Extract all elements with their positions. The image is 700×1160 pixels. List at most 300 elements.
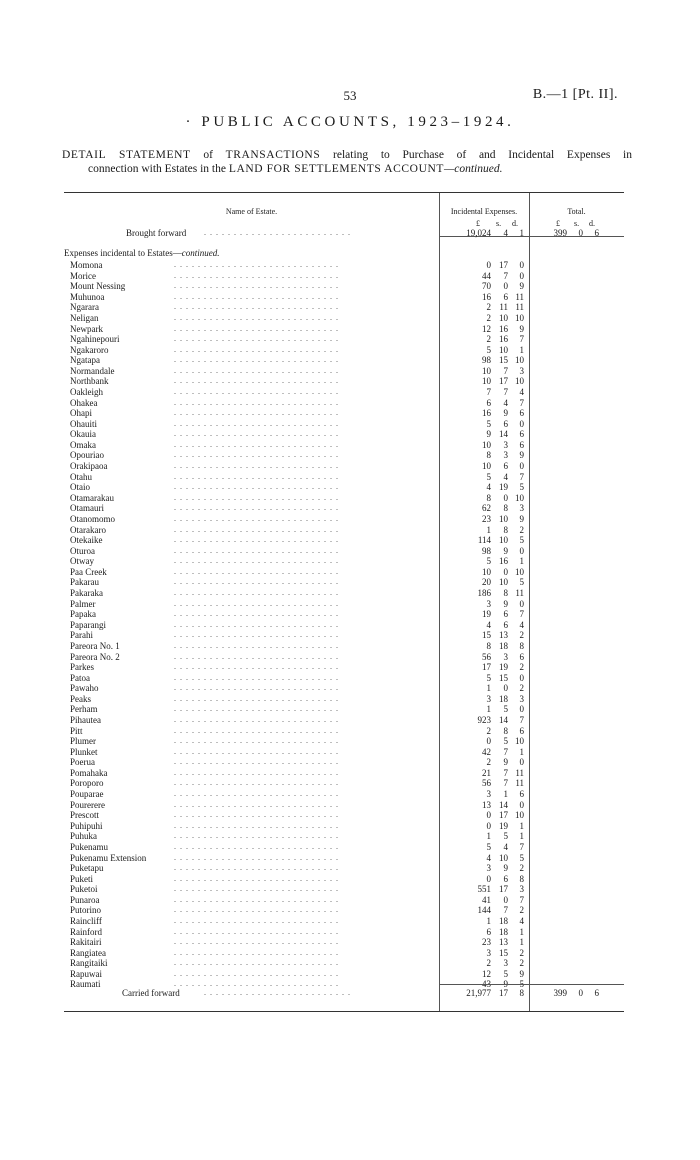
inc-pounds: 0 (486, 736, 491, 747)
leader-dots: . . . . . . . . . . . . . . . . . . . . . . . . . . . . (174, 937, 339, 947)
table-row (64, 662, 624, 673)
inc-shillings: 3 (503, 450, 508, 461)
inc-pence: 1 (519, 344, 524, 355)
inc-shillings: 4 (503, 841, 508, 852)
inc-pence: 9 (519, 281, 524, 292)
estate-name: Rangitaiki (70, 958, 108, 969)
inc-pence: 8 (519, 873, 524, 884)
inc-pence: 0 (519, 799, 524, 810)
inc-shillings: 0 (503, 683, 508, 694)
leader-dots: . . . . . . . . . . . . . . . . . . . . . . . . . . . . (174, 714, 339, 724)
inc-shillings: 10 (499, 577, 508, 588)
inc-shillings: 8 (503, 503, 508, 514)
estate-name: Perham (70, 704, 98, 715)
inc-pounds: 4 (486, 619, 491, 630)
inc-pounds: 4 (486, 482, 491, 493)
statement-heading (62, 148, 632, 176)
bf-inc-pence: 1 (519, 228, 524, 238)
leader-dots: . . . . . . . . . . . . . . . . . . . . . . . . . . . . (174, 492, 339, 502)
inc-pounds: 8 (486, 450, 491, 461)
leader-dots: . . . . . . . . . . . . . . . . . . . . . . . . . . . . (174, 683, 339, 693)
leader-dots: . . . . . . . . . . . . . . . . . . . . . . . . . . . . (174, 831, 339, 841)
inc-pounds: 6 (486, 926, 491, 937)
estate-name: Papaka (70, 609, 96, 620)
leader-dots: . . . . . . . . . . . . . . . . . . . . . . . . . . . . (174, 461, 339, 470)
leader-dots: . . . . . . . . . . . . . . . . . . . . . . . . . . . . (174, 418, 339, 428)
leader-dots: . . . . . . . . . . . . . . . . . . . . . . . . . . . . (174, 968, 339, 978)
inc-pounds: 10 (482, 461, 491, 471)
inc-pence: 1 (519, 820, 524, 831)
inc-shillings: 7 (503, 270, 508, 281)
inc-pence: 7 (519, 334, 524, 345)
inc-pence: 1 (519, 556, 524, 567)
estate-name: Punaroa (70, 894, 100, 905)
table-row (64, 387, 624, 398)
subheading (64, 248, 219, 258)
leader-dots: . . . . . . . . . . . . . . . . . . . . . . . . . . . . (174, 376, 339, 386)
inc-pence: 2 (519, 947, 524, 958)
leader-dots: . . . . . . . . . . . . . . . . . . . . . . . . . . . . (174, 429, 339, 439)
estate-name: Muhunoa (70, 291, 105, 302)
inc-pence: 1 (519, 746, 524, 757)
inc-shillings: 13 (499, 937, 508, 948)
table-row (64, 599, 624, 610)
inc-pence: 5 (519, 535, 524, 546)
inc-pence: 0 (519, 461, 524, 471)
table-row (64, 493, 624, 504)
inc-pence: 10 (515, 566, 524, 577)
inc-shillings: 18 (499, 926, 508, 937)
leader-dots: . . . . . . . . . . . . . . . . . . . . . . . . . . . . (174, 439, 339, 449)
inc-pounds: 10 (482, 376, 491, 387)
inc-pounds: 12 (482, 968, 491, 979)
inc-shillings: 11 (499, 302, 508, 313)
estate-name: Palmer (70, 598, 96, 609)
estate-name: Neligan (70, 312, 99, 323)
inc-pounds: 19 (482, 609, 491, 620)
inc-pounds: 70 (482, 281, 491, 292)
estate-name: Ohakea (70, 397, 98, 408)
estate-name: Raumati (70, 979, 101, 990)
unit-pence-total: d. (589, 219, 595, 228)
estate-name: Normandale (70, 365, 115, 376)
estate-name: Patoa (70, 672, 90, 683)
estate-name: Pakarau (70, 577, 99, 588)
inc-pounds: 114 (477, 535, 491, 546)
leader-dots: . . . . . . . . . . . . . . . . . . . . . . . . . . . . (174, 905, 339, 915)
inc-pence: 2 (519, 662, 524, 672)
table-row (64, 778, 624, 789)
table-row (64, 577, 624, 588)
inc-shillings: 10 (499, 312, 508, 323)
estate-name: Pitt (70, 725, 83, 736)
inc-pounds: 2 (486, 312, 491, 323)
inc-shillings: 3 (503, 958, 508, 969)
inc-shillings: 7 (503, 746, 508, 757)
inc-shillings: 9 (503, 757, 508, 768)
statement-caps-3: LAND FOR SETTLEMENTS ACCOUNT (228, 163, 445, 175)
leader-dots: . . . . . . . . . . . . . . . . . . . . . . . . . . . . (174, 545, 339, 555)
inc-pounds: 8 (486, 640, 491, 651)
estate-name: Rainford (70, 926, 102, 937)
bf-inc-shillings: 4 (503, 228, 508, 238)
inc-pounds: 43 (482, 979, 491, 990)
table-row (64, 726, 624, 737)
inc-pounds: 7 (486, 387, 491, 397)
estate-name: Puketi (70, 873, 94, 884)
estate-name: Oakleigh (70, 387, 103, 397)
inc-shillings: 18 (499, 916, 508, 926)
table-row (64, 948, 624, 959)
carried-forward-label: Carried forward (122, 988, 180, 998)
leader-dots: . . . . . . . . . . . . . . . . . . . . . . . . . . . . (174, 662, 339, 671)
inc-pounds: 6 (486, 397, 491, 408)
inc-pence: 11 (515, 291, 524, 302)
inc-pounds: 144 (477, 905, 491, 916)
inc-pounds: 2 (486, 757, 491, 768)
leader-dots: . . . . . . . . . . . . . . . . . . . . . . . . . . . . (174, 334, 339, 344)
estate-name: Momona (70, 260, 103, 270)
leader-dots: . . . . . . . . . . . . . . . . . . . . . . . . . . . . (174, 344, 339, 354)
inc-pence: 7 (519, 894, 524, 905)
estate-name: Prescott (70, 810, 99, 821)
inc-pence: 1 (519, 926, 524, 937)
estate-name: Northbank (70, 376, 109, 387)
leader-dots: . . . . . . . . . . . . . . . . . . . . . . . . . . . . (174, 725, 339, 735)
inc-shillings: 16 (499, 323, 508, 334)
table-row (64, 641, 624, 652)
table-row (64, 525, 624, 536)
inc-pence: 10 (515, 736, 524, 747)
table-row (64, 969, 624, 980)
inc-pounds: 2 (486, 334, 491, 345)
leader-dots: . . . . . . . . . . . . . . . . . . . . . . . . . . . . (174, 979, 339, 989)
inc-pounds: 10 (482, 365, 491, 376)
leader-dots: . . . . . . . . . . . . . . . . . . . . . . . . . . . . (174, 820, 339, 830)
inc-shillings: 8 (503, 524, 508, 535)
estate-name: Otamauri (70, 503, 104, 514)
estate-name: Pareora No. 2 (70, 651, 120, 662)
inc-shillings: 18 (499, 640, 508, 651)
inc-pence: 9 (519, 323, 524, 334)
leader-dots: . . . . . . . . . . . . . . . . . . . . . . . . . . . . (174, 884, 339, 894)
estate-name: Rapuwai (70, 968, 102, 979)
inc-pence: 9 (519, 450, 524, 461)
leader-dots: . . . . . . . . . . . . . . . . . . . . . . . . . . . . (174, 778, 339, 788)
inc-pence: 3 (519, 503, 524, 514)
inc-pounds: 5 (486, 418, 491, 429)
inc-shillings: 9 (503, 979, 508, 990)
statement-caps-2: TRANSACTIONS (225, 149, 321, 161)
table-row (64, 366, 624, 377)
inc-pounds: 12 (482, 323, 491, 334)
table-row (64, 376, 624, 387)
inc-shillings: 6 (503, 291, 508, 302)
inc-pence: 2 (519, 524, 524, 535)
inc-shillings: 7 (503, 905, 508, 916)
estate-name: Poroporo (70, 778, 104, 789)
leader-dots: . . . . . . . . . . . . . . . . . . . . . . . . . . . . (174, 482, 339, 492)
inc-pounds: 17 (482, 662, 491, 672)
leader-dots: . . . . . . . . . . . . . . . . . . . . . . . . . . . . (174, 312, 339, 322)
estate-name: Peaks (70, 693, 91, 704)
inc-shillings: 1 (503, 789, 508, 799)
table-row (64, 398, 624, 409)
estate-name: Parkes (70, 662, 94, 672)
inc-shillings: 7 (503, 778, 508, 789)
inc-shillings: 5 (503, 736, 508, 747)
estate-name: Morice (70, 270, 96, 281)
inc-pounds: 5 (486, 841, 491, 852)
leader-dots: . . . . . . . . . . . . . . . . . . . . . . . . . . . . (174, 619, 339, 629)
table-row (64, 842, 624, 853)
inc-pounds: 8 (486, 492, 491, 503)
leader-dots: . . . . . . . . . . . . . . . . . . . . . . . . . . . . (174, 693, 339, 703)
inc-pounds: 41 (482, 894, 491, 905)
inc-shillings: 5 (503, 968, 508, 979)
inc-pence: 2 (519, 683, 524, 694)
cf-total-shillings: 0 (578, 988, 583, 998)
estate-name: Pukenamu Extension (70, 852, 147, 863)
inc-shillings: 13 (499, 630, 508, 641)
table-row (64, 546, 624, 557)
inc-pounds: 551 (477, 884, 491, 895)
bf-inc-pounds: 19,024 (466, 228, 491, 238)
inc-pence: 8 (519, 640, 524, 651)
table-row (64, 271, 624, 282)
leader-dots: . . . . . . . . . . . . . . . . . . . . . . . . . . . . (174, 365, 339, 375)
inc-pounds: 44 (482, 270, 491, 281)
leader-dots: . . . . . . . . . . . . . . . . . . . . . . . . . . . . (174, 947, 339, 957)
estate-name: Ngarara (70, 302, 99, 313)
inc-pence: 9 (519, 968, 524, 979)
estate-name: Pareora No. 1 (70, 640, 120, 651)
inc-pence: 7 (519, 609, 524, 620)
col-header-incidental: Incidental Expenses. (450, 207, 518, 216)
inc-pence: 6 (519, 789, 524, 799)
inc-pence: 2 (519, 863, 524, 874)
table-row (64, 440, 624, 451)
inc-pounds: 0 (486, 810, 491, 821)
inc-shillings: 10 (499, 852, 508, 863)
leader-dots: . . . . . . . . . . . . . . . . . . . . . . . . . . . . (174, 513, 339, 523)
leader-dots: . . . . . . . . . . . . . . . . . . . . . . . . . . . . (174, 291, 339, 301)
table-row (64, 408, 624, 419)
unit-shillings: s. (496, 219, 502, 228)
inc-pounds: 3 (486, 598, 491, 609)
inc-pounds: 1 (486, 916, 491, 926)
estate-name: Parahi (70, 630, 93, 641)
table-row (64, 895, 624, 906)
table-row (64, 419, 624, 430)
leader-dots: . . . . . . . . . . . . . . . . . . . . . . . . . . . . (174, 355, 339, 365)
inc-pounds: 0 (486, 260, 491, 270)
inc-shillings: 6 (503, 461, 508, 471)
inc-pence: 0 (519, 704, 524, 715)
inc-shillings: 3 (503, 651, 508, 662)
inc-pounds: 5 (486, 556, 491, 567)
estate-name: Ngatapa (70, 355, 100, 366)
inc-pounds: 9 (486, 429, 491, 440)
inc-shillings: 7 (503, 767, 508, 778)
inc-pounds: 0 (486, 873, 491, 884)
leader-dots: . . . . . . . . . . . . . . . . . . . . . . . . . . . . (174, 841, 339, 851)
estate-name: Ngahinepouri (70, 334, 120, 345)
table-row (64, 535, 624, 546)
estate-name: Poerua (70, 757, 95, 768)
inc-shillings: 0 (503, 281, 508, 292)
inc-pence: 7 (519, 714, 524, 725)
inc-shillings: 18 (499, 693, 508, 704)
leader-dots: . . . . . . . . . . . . . . . . . . . . . . . . . . . . (174, 281, 339, 291)
estate-name: Okauia (70, 429, 96, 440)
inc-shillings: 8 (503, 725, 508, 736)
inc-shillings: 0 (503, 566, 508, 577)
estate-name: Pukenamu (70, 841, 108, 852)
table-row (64, 313, 624, 324)
inc-pence: 5 (519, 577, 524, 588)
inc-pounds: 3 (486, 947, 491, 958)
inc-pence: 6 (519, 429, 524, 440)
inc-pence: 0 (519, 418, 524, 429)
inc-shillings: 7 (503, 387, 508, 397)
statement-text-2a: connection with Estates in the (88, 163, 229, 175)
leader-dots: . . . . . . . . . . . . . . . . . . . . . . . . . . . . (174, 609, 339, 619)
table-row (64, 324, 624, 335)
inc-shillings: 3 (503, 439, 508, 450)
col-header-total: Total. (567, 207, 586, 216)
leader-dots: . . . . . . . . . . . . . . . . . . . . . . . . . . . . (174, 863, 339, 873)
table-row (64, 461, 624, 472)
leader-dots: . . . . . . . . . . . . . . . . . . . . . . . . . . . . (174, 757, 339, 767)
inc-pence: 4 (519, 387, 524, 397)
table-row (64, 853, 624, 864)
table-row (64, 821, 624, 832)
leader-dots: . . . . . . . . . . . . . . . . . . . . . . . . . . . . (174, 598, 339, 608)
inc-pounds: 15 (482, 630, 491, 641)
estate-name: Rakitairi (70, 937, 102, 948)
estates-table (64, 192, 624, 1012)
estate-name: Ohapi (70, 408, 92, 419)
inc-pounds: 0 (486, 820, 491, 831)
leader-dots: . . . . . . . . . . . . . . . . . . . . . . . . . . . . (174, 387, 339, 396)
inc-shillings: 14 (499, 429, 508, 440)
estate-name: Plumer (70, 736, 96, 747)
table-row (64, 673, 624, 684)
bf-total-pence: 6 (594, 228, 599, 238)
inc-shillings: 19 (499, 820, 508, 831)
page-title: · PUBLIC ACCOUNTS, 1923–1924. (185, 114, 515, 130)
table-row (64, 620, 624, 631)
leader-dots: . . . . . . . . . . . . . . . . . . . . . . . . . . . . (174, 270, 339, 280)
estate-name: Mount Nessing (70, 281, 126, 292)
inc-shillings: 14 (499, 714, 508, 725)
leader-dots: . . . . . . . . . . . . . . . . . . . . . . . . . . . . (174, 810, 339, 820)
estate-name: Otekaike (70, 535, 103, 546)
inc-shillings: 4 (503, 471, 508, 482)
table-row (64, 429, 624, 440)
inc-pence: 0 (519, 757, 524, 768)
estate-name: Puhuka (70, 831, 97, 842)
estate-name: Puhipuhi (70, 820, 103, 831)
estate-name: Paa Creek (70, 566, 107, 577)
inc-pounds: 98 (482, 355, 491, 366)
estate-name: Pakaraka (70, 588, 103, 598)
inc-pounds: 23 (482, 937, 491, 948)
inc-shillings: 19 (499, 482, 508, 493)
inc-pounds: 16 (482, 408, 491, 419)
inc-pounds: 923 (477, 714, 491, 725)
inc-pounds: 3 (486, 693, 491, 704)
inc-pounds: 20 (482, 577, 491, 588)
cf-inc-pence: 8 (519, 988, 524, 998)
inc-shillings: 14 (499, 799, 508, 810)
inc-pence: 2 (519, 630, 524, 641)
inc-shillings: 17 (499, 376, 508, 387)
bf-total-shillings: 0 (578, 228, 583, 238)
inc-pence: 6 (519, 651, 524, 662)
brought-forward-row (64, 228, 624, 239)
col-header-name: Name of Estate. (225, 207, 278, 216)
inc-shillings: 17 (499, 810, 508, 821)
table-row (64, 514, 624, 525)
table-row (64, 281, 624, 292)
inc-shillings: 9 (503, 863, 508, 874)
inc-pence: 11 (515, 588, 524, 598)
inc-shillings: 17 (499, 884, 508, 895)
statement-text-1a: of (190, 149, 226, 161)
inc-pounds: 1 (486, 683, 491, 694)
inc-pounds: 56 (482, 778, 491, 789)
inc-shillings: 6 (503, 609, 508, 620)
estate-name: Otarakaro (70, 524, 106, 535)
inc-shillings: 4 (503, 397, 508, 408)
table-row (64, 345, 624, 356)
estate-name: Pouparae (70, 789, 104, 799)
table-row (64, 704, 624, 715)
leader-dots: . . . . . . . . . . . . . . . . . . . . . . . . . . . . (174, 450, 339, 460)
inc-shillings: 9 (503, 408, 508, 419)
estate-name: Plunket (70, 746, 98, 757)
table-row (64, 916, 624, 927)
table-row (64, 609, 624, 620)
leader-dots: . . . . . . . . . . . . . . . . . . . . . . . . . . . . (174, 926, 339, 936)
inc-shillings: 6 (503, 619, 508, 630)
table-row (64, 715, 624, 726)
leader-dots: . . . . . . . . . . . . . . . . . . . . . . . . . . . . (174, 651, 339, 661)
inc-shillings: 9 (503, 598, 508, 609)
unit-shillings-total: s. (574, 219, 580, 228)
table-row (64, 694, 624, 705)
estate-name: Orakipaoa (70, 461, 108, 471)
table-row (64, 472, 624, 483)
leader-dots: . . . . . . . . . . . . . . . . . . . . . . . . . . . . (174, 588, 339, 597)
table-row (64, 905, 624, 916)
table-row (64, 747, 624, 758)
inc-pence: 11 (515, 778, 524, 789)
carried-forward-row (64, 988, 624, 999)
table-row (64, 450, 624, 461)
inc-pence: 0 (519, 598, 524, 609)
estate-name: Putorino (70, 905, 102, 916)
estate-name: Ohauiti (70, 418, 97, 429)
inc-pounds: 2 (486, 302, 491, 313)
table-row (64, 927, 624, 938)
leader-dots: . . . . . . . . . . . . . . . . . . . . . . . . . . . . (174, 916, 339, 925)
leader-dots: . . . . . . . . . . . . . . . . . . . . . . . . . . . . (174, 852, 339, 862)
inc-pence: 2 (519, 905, 524, 916)
table-row (64, 588, 624, 599)
